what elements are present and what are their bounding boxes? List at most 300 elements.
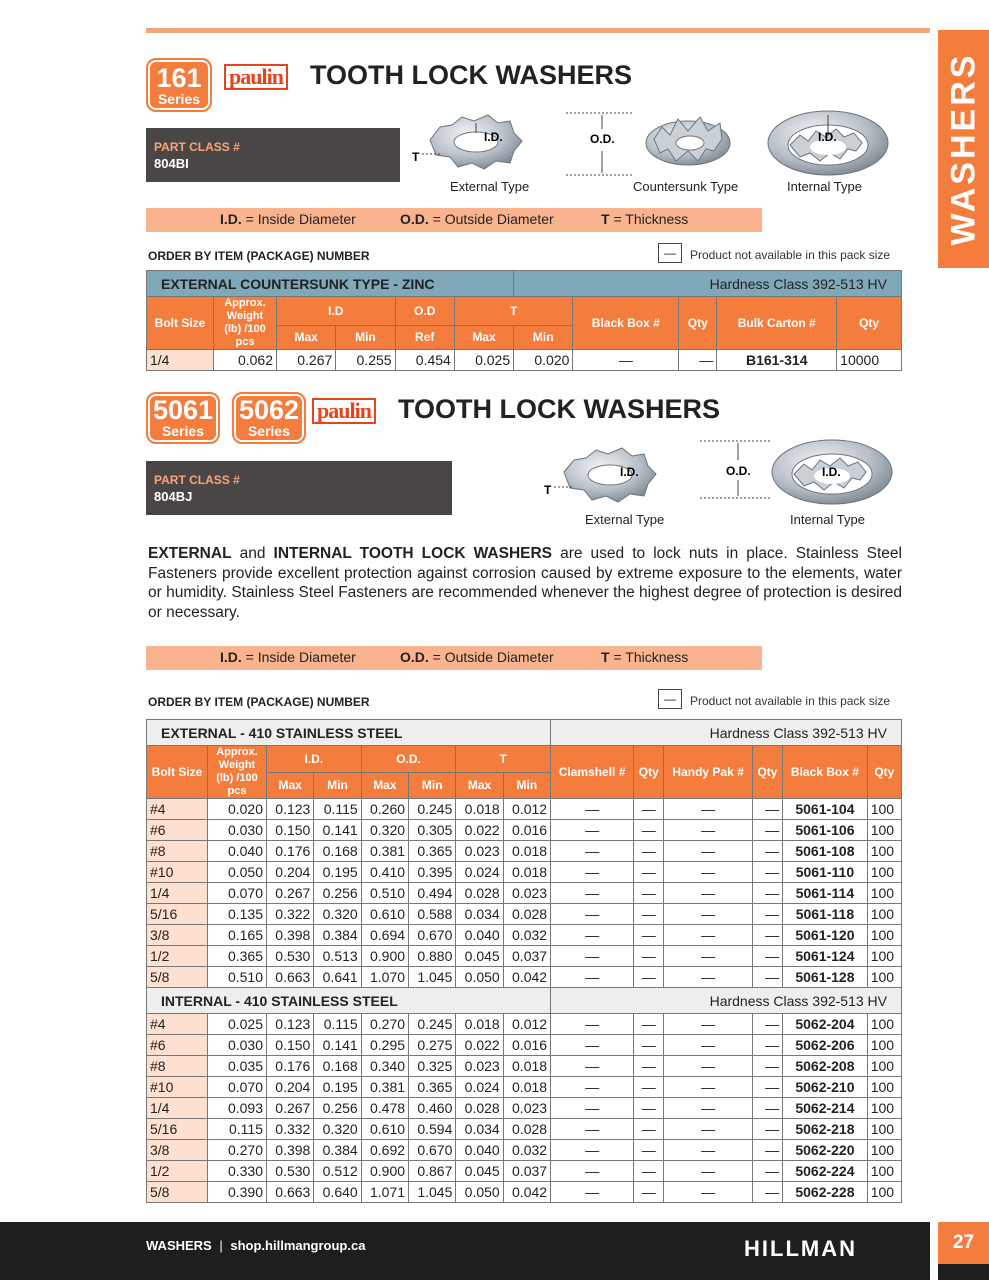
table-cell: 0.030	[208, 820, 267, 841]
table-row	[147, 1077, 902, 1098]
table-row	[147, 841, 902, 862]
table-cell: 100	[867, 883, 901, 904]
table-cell: —	[752, 841, 782, 862]
table-cell: —	[551, 1056, 634, 1077]
table-cell: —	[634, 904, 664, 925]
table-cell: 5061-120	[783, 925, 868, 946]
table-cell: —	[664, 1182, 752, 1203]
table-row	[147, 1161, 902, 1182]
table-cell: 0.398	[267, 925, 314, 946]
table-cell: #4	[147, 799, 208, 820]
col-t: T	[454, 297, 573, 326]
table-cell: 1/4	[147, 1098, 208, 1119]
table-cell: 0.267	[267, 1098, 314, 1119]
table-cell: 100	[867, 925, 901, 946]
table-cell: 0.381	[361, 841, 408, 862]
table-cell: —	[664, 1119, 752, 1140]
table-cell: —	[551, 841, 634, 862]
table-cell: 0.168	[314, 1056, 361, 1077]
table-cell: 0.640	[314, 1182, 361, 1203]
table-cell: 0.028	[456, 1098, 503, 1119]
table-cell: #6	[147, 820, 208, 841]
int-table-title: INTERNAL - 410 STAINLESS STEEL	[147, 988, 551, 1014]
table-cell: 0.012	[503, 1014, 550, 1035]
table-cell: 0.135	[208, 904, 267, 925]
col-od: O.D.	[361, 746, 456, 773]
table-cell: —	[752, 1035, 782, 1056]
table-cell: 0.384	[314, 925, 361, 946]
table-cell: 0.610	[361, 904, 408, 925]
col-qty: Qty	[679, 297, 717, 350]
na-symbol: —	[658, 243, 682, 263]
table-cell: 0.513	[314, 946, 361, 967]
table-cell: 0.381	[361, 1077, 408, 1098]
table-row	[147, 925, 902, 946]
table-cell: —	[664, 904, 752, 925]
table-cell: #4	[147, 1014, 208, 1035]
table-cell: 100	[867, 841, 901, 862]
table-cell: 0.018	[503, 841, 550, 862]
table-cell: —	[551, 1140, 634, 1161]
table-cell: —	[634, 1098, 664, 1119]
table-cell: 0.141	[314, 1035, 361, 1056]
table-row	[147, 799, 902, 820]
table-title: EXTERNAL COUNTERSUNK TYPE - ZINC	[147, 271, 514, 297]
table-cell: 5061-124	[783, 946, 868, 967]
table-cell: 0.195	[314, 862, 361, 883]
table-cell: —	[551, 820, 634, 841]
table-cell: —	[664, 841, 752, 862]
table-cell: 0.275	[409, 1035, 456, 1056]
table-cell: —	[752, 1119, 782, 1140]
table-cell: 0.322	[267, 904, 314, 925]
table-cell: 5061-128	[783, 967, 868, 988]
id-label-2: I.D.	[620, 465, 639, 479]
caption-external-2: External Type	[585, 512, 665, 527]
table-cell: 0.020	[208, 799, 267, 820]
table-cell: 0.024	[456, 862, 503, 883]
table-cell: 5062-204	[783, 1014, 868, 1035]
table-cell: 3/8	[147, 1140, 208, 1161]
table-cell: 1.071	[361, 1182, 408, 1203]
table-row	[147, 904, 902, 925]
ext-table-body	[147, 799, 902, 988]
table-row	[147, 946, 902, 967]
table-cell: 0.594	[409, 1119, 456, 1140]
table-cell: —	[752, 862, 782, 883]
table-cell: 0.023	[503, 1098, 550, 1119]
table-cell: —	[551, 1035, 634, 1056]
table-cell: 0.040	[208, 841, 267, 862]
table-cell: —	[664, 1098, 752, 1119]
table-cell: —	[634, 925, 664, 946]
table-cell: 0.195	[314, 1077, 361, 1098]
hillman-logo: HILLMAN	[744, 1236, 857, 1261]
table-cell: —	[664, 946, 752, 967]
col-t-max: Max	[456, 772, 503, 799]
table-cell: —	[551, 946, 634, 967]
table-cell: 5061-104	[783, 799, 868, 820]
col-od: O.D	[395, 297, 454, 326]
description-paragraph: EXTERNAL and INTERNAL TOOTH LOCK WASHERS are used to lock nuts in place. Stainless Steel Fasteners provide excellent protection against corrosion caused by extreme exposure to the elements, water or humidity. Stainless Steel Fasteners are recommended whenever the highest degree of protection is desired or necessary.	[148, 545, 902, 621]
table-cell: 1.070	[361, 967, 408, 988]
table-cell: 0.670	[409, 1140, 456, 1161]
table-cell: 0.320	[314, 904, 361, 925]
col-id-min: Min	[336, 325, 395, 349]
table-cell: 5061-110	[783, 862, 868, 883]
table-cell: —	[634, 820, 664, 841]
table-cell: —	[551, 1077, 634, 1098]
na-text: Product not available in this pack size	[690, 248, 891, 262]
table-cell: —	[634, 841, 664, 862]
table-cell: 0.900	[361, 1161, 408, 1182]
t-label-2: T	[544, 483, 552, 497]
table-cell: 3/8	[147, 925, 208, 946]
col-bolt-size: Bolt Size	[147, 746, 208, 799]
table-cell: 0.042	[503, 1182, 550, 1203]
table-cell: —	[634, 967, 664, 988]
table-cell: 0.260	[361, 799, 408, 820]
col-qty: Qty	[634, 746, 664, 799]
table-cell: #10	[147, 1077, 208, 1098]
table-cell: 0.270	[208, 1140, 267, 1161]
table-cell: 0.663	[267, 1182, 314, 1203]
table-cell: 0.512	[314, 1161, 361, 1182]
table-cell: 5062-228	[783, 1182, 868, 1203]
table-cell: 0.045	[456, 946, 503, 967]
side-tab	[938, 30, 989, 268]
table-cell: 0.168	[314, 841, 361, 862]
table-cell: 0.018	[456, 1014, 503, 1035]
table-cell: 0.256	[314, 883, 361, 904]
table-cell: 0.365	[409, 841, 456, 862]
table-cell: —	[752, 1182, 782, 1203]
col-id: I.D.	[267, 746, 362, 773]
table-cell: 0.045	[456, 1161, 503, 1182]
table-cell: 0.340	[361, 1056, 408, 1077]
col-handy-pak: Handy Pak #	[664, 746, 752, 799]
col-od-ref: Ref	[395, 325, 454, 349]
col-t-min: Min	[514, 325, 573, 349]
table-cell: 0.332	[267, 1119, 314, 1140]
col-weight: Approx. Weight (lb) /100 pcs	[214, 297, 277, 350]
table-cell: 0.610	[361, 1119, 408, 1140]
table-cell: 0.460	[409, 1098, 456, 1119]
table-cell: 100	[867, 946, 901, 967]
table-cell: 100	[867, 1140, 901, 1161]
table-cell: 0.037	[503, 946, 550, 967]
table-cell: 0.510	[208, 967, 267, 988]
table-cell: 0.320	[361, 820, 408, 841]
table-cell: 0.028	[503, 1119, 550, 1140]
table-cell: 0.023	[456, 841, 503, 862]
table-cell: —	[634, 883, 664, 904]
table-cell: 0.410	[361, 862, 408, 883]
col-bolt-size: Bolt Size	[147, 297, 214, 350]
table-cell: #8	[147, 1056, 208, 1077]
table-cell: 0.365	[409, 1077, 456, 1098]
table-cell: 0.478	[361, 1098, 408, 1119]
table-cell: 100	[867, 1077, 901, 1098]
table-cell: 0.395	[409, 862, 456, 883]
table-cell: 0.022	[456, 1035, 503, 1056]
table-cell: —	[752, 1077, 782, 1098]
table-cell: 0.123	[267, 1014, 314, 1035]
table-cell: 0.204	[267, 862, 314, 883]
table-cell: 0.115	[208, 1119, 267, 1140]
na-text-2: Product not available in this pack size	[690, 694, 891, 708]
table-cell: 0.028	[503, 904, 550, 925]
table-cell: 0.588	[409, 904, 456, 925]
hardness-label: Hardness Class 392-513 HV	[514, 271, 902, 297]
table-cell: 100	[867, 862, 901, 883]
table-row	[147, 1014, 902, 1035]
col-qty-2: Qty	[837, 297, 902, 350]
table-cell: 5061-106	[783, 820, 868, 841]
table-cell: 0.050	[456, 1182, 503, 1203]
footer-url: shop.hillmangroup.ca	[230, 1238, 366, 1253]
table-cell: —	[664, 1140, 752, 1161]
table-cell: 0.024	[456, 1077, 503, 1098]
table-row	[147, 1140, 902, 1161]
table-row	[147, 1098, 902, 1119]
table-row	[147, 862, 902, 883]
paulin-logo-2: paulin	[312, 398, 376, 424]
table-cell: 0.042	[503, 967, 550, 988]
table-cell: 0.023	[503, 883, 550, 904]
legend-bar-2: I.D. = Inside Diameter O.D. = Outside Diameter T = Thickness	[146, 646, 762, 670]
col-t-min: Min	[503, 772, 550, 799]
table-cell: —	[664, 1014, 752, 1035]
table-cell: 5/8	[147, 967, 208, 988]
table-cell: —	[664, 1161, 752, 1182]
table-row	[147, 1182, 902, 1203]
table-cell: —	[551, 1161, 634, 1182]
table-cell: 0.245	[409, 1014, 456, 1035]
table-cell: 0.018	[456, 799, 503, 820]
table-cell: 0.880	[409, 946, 456, 967]
table-cell: —	[551, 904, 634, 925]
order-by-heading-2: ORDER BY ITEM (PACKAGE) NUMBER	[148, 695, 370, 709]
series-badge-161: 161 Series	[146, 58, 212, 112]
table-cell: 0.270	[361, 1014, 408, 1035]
external-washer-image-2	[554, 448, 656, 502]
col-black-box: Black Box #	[783, 746, 868, 799]
table-cell: 0.530	[267, 1161, 314, 1182]
table-stainless	[146, 719, 902, 1203]
table-cell: 0.025	[208, 1014, 267, 1035]
part-class-box: PART CLASS # 804BI	[146, 128, 400, 182]
top-rule	[146, 28, 930, 33]
table-cell: 0.320	[314, 1119, 361, 1140]
od-label: O.D.	[590, 132, 615, 146]
table-cell: 100	[867, 1161, 901, 1182]
table-cell: 0.040	[456, 925, 503, 946]
table-cell: —	[664, 925, 752, 946]
table-cell: —	[551, 862, 634, 883]
table-cell: —	[752, 1014, 782, 1035]
caption-countersunk: Countersunk Type	[633, 179, 739, 194]
table-cell: —	[752, 925, 782, 946]
table-cell: —	[634, 799, 664, 820]
table-cell: 1/4	[147, 883, 208, 904]
table-cell: 0.150	[267, 1035, 314, 1056]
table-cell: 0.663	[267, 967, 314, 988]
table-cell: —	[752, 1140, 782, 1161]
table-cell: 0.034	[456, 904, 503, 925]
table-cell: 5061-114	[783, 883, 868, 904]
caption-internal-2: Internal Type	[790, 512, 865, 527]
caption-internal: Internal Type	[787, 179, 862, 194]
washer-illustrations	[410, 105, 910, 185]
table-cell: —	[634, 1056, 664, 1077]
table-cell: 100	[867, 820, 901, 841]
table-cell: 100	[867, 1182, 901, 1203]
col-bulk-carton: Bulk Carton #	[717, 297, 837, 350]
table-cell: 5062-206	[783, 1035, 868, 1056]
table-cell: 0.245	[409, 799, 456, 820]
external-washer-image	[422, 115, 522, 169]
table-cell: 0.398	[267, 1140, 314, 1161]
series-badge-5062: 5062 Series	[232, 392, 306, 444]
table-cell: 0.028	[456, 883, 503, 904]
table-cell: 100	[867, 1014, 901, 1035]
footer-text: WASHERS | shop.hillmangroup.ca	[146, 1238, 366, 1253]
table-cell: —	[551, 1182, 634, 1203]
table-cell: —	[664, 1056, 752, 1077]
side-tab-label: WASHERS	[944, 52, 982, 246]
table-cell: 0.016	[503, 820, 550, 841]
table-cell: #8	[147, 841, 208, 862]
table-cell: 100	[867, 799, 901, 820]
table-cell: 5/16	[147, 904, 208, 925]
washer-illustrations-2	[540, 438, 910, 518]
table-cell: —	[551, 925, 634, 946]
col-id-max: Max	[277, 325, 336, 349]
table-row: 1/4 0.062 0.267 0.255 0.454 0.025 0.020 — — B161-314 10000	[147, 350, 902, 371]
col-id: I.D	[277, 297, 396, 326]
table-cell: —	[634, 1035, 664, 1056]
table-cell: —	[551, 1119, 634, 1140]
col-od-min: Min	[409, 772, 456, 799]
table-cell: 0.030	[208, 1035, 267, 1056]
table-cell: —	[664, 799, 752, 820]
table-row	[147, 1056, 902, 1077]
table-cell: —	[664, 967, 752, 988]
col-black-box: Black Box #	[573, 297, 679, 350]
table-cell: 0.032	[503, 1140, 550, 1161]
page-corner	[938, 1264, 989, 1280]
table-row	[147, 820, 902, 841]
table-cell: 0.267	[267, 883, 314, 904]
table-cell: 0.016	[503, 1035, 550, 1056]
table-cell: 1.045	[409, 1182, 456, 1203]
table-cell: —	[752, 883, 782, 904]
table-cell: 100	[867, 1035, 901, 1056]
table-cell: 100	[867, 1056, 901, 1077]
table-cell: —	[752, 904, 782, 925]
table-cell: 0.330	[208, 1161, 267, 1182]
table-cell: —	[551, 883, 634, 904]
table-cell: 0.018	[503, 862, 550, 883]
table-cell: —	[634, 1161, 664, 1182]
table-cell: —	[634, 946, 664, 967]
table-cell: 0.204	[267, 1077, 314, 1098]
table-countersunk-zinc	[146, 270, 902, 371]
part-class-box-2: PART CLASS # 804BJ	[146, 461, 452, 515]
table-cell: —	[634, 1119, 664, 1140]
table-cell: 100	[867, 904, 901, 925]
id-label: I.D.	[484, 130, 503, 144]
table-cell: —	[752, 820, 782, 841]
table-cell: 0.070	[208, 883, 267, 904]
table-cell: 0.900	[361, 946, 408, 967]
table-cell: 5062-214	[783, 1098, 868, 1119]
int-hardness: Hardness Class 392-513 HV	[551, 988, 902, 1014]
table-cell: —	[634, 1077, 664, 1098]
table-cell: 0.023	[456, 1056, 503, 1077]
table-cell: —	[551, 1014, 634, 1035]
table-cell: —	[752, 1161, 782, 1182]
od-label-2: O.D.	[726, 464, 751, 478]
table-cell: 5062-208	[783, 1056, 868, 1077]
col-weight: Approx. Weight (lb) /100 pcs	[208, 746, 267, 799]
table-cell: 0.365	[208, 946, 267, 967]
paulin-logo: paulin	[224, 64, 288, 90]
table-cell: —	[634, 862, 664, 883]
table-cell: 5062-220	[783, 1140, 868, 1161]
table-cell: —	[551, 967, 634, 988]
footer-bar	[0, 1222, 930, 1280]
table-cell: 0.641	[314, 967, 361, 988]
table-cell: 0.032	[503, 925, 550, 946]
table-cell: 0.494	[409, 883, 456, 904]
table-cell: 0.150	[267, 820, 314, 841]
table-cell: 5061-108	[783, 841, 868, 862]
table-cell: 0.022	[456, 820, 503, 841]
table-cell: 5062-224	[783, 1161, 868, 1182]
table-cell: 5/16	[147, 1119, 208, 1140]
na-symbol-2: —	[658, 689, 682, 709]
int-table-body	[147, 1014, 902, 1203]
col-qty-3: Qty	[867, 746, 901, 799]
table-cell: 0.093	[208, 1098, 267, 1119]
table-cell: 1/2	[147, 946, 208, 967]
table-row	[147, 1035, 902, 1056]
table-cell: 0.070	[208, 1077, 267, 1098]
table-cell: —	[752, 1098, 782, 1119]
table-cell: 0.692	[361, 1140, 408, 1161]
table-cell: 0.325	[409, 1056, 456, 1077]
table-cell: 0.295	[361, 1035, 408, 1056]
table-cell: 0.012	[503, 799, 550, 820]
table-cell: 0.390	[208, 1182, 267, 1203]
table-cell: 0.115	[314, 799, 361, 820]
table-cell: 0.176	[267, 1056, 314, 1077]
col-id-max: Max	[267, 772, 314, 799]
col-od-max: Max	[361, 772, 408, 799]
table-cell: —	[551, 799, 634, 820]
table-cell: 1/2	[147, 1161, 208, 1182]
table-cell: —	[664, 862, 752, 883]
table-cell: 0.530	[267, 946, 314, 967]
table-cell: 0.176	[267, 841, 314, 862]
ext-table-title: EXTERNAL - 410 STAINLESS STEEL	[147, 720, 551, 746]
id-label-internal: I.D.	[818, 130, 837, 144]
ext-hardness: Hardness Class 392-513 HV	[551, 720, 902, 746]
caption-external: External Type	[450, 179, 530, 194]
table-cell: 5061-118	[783, 904, 868, 925]
